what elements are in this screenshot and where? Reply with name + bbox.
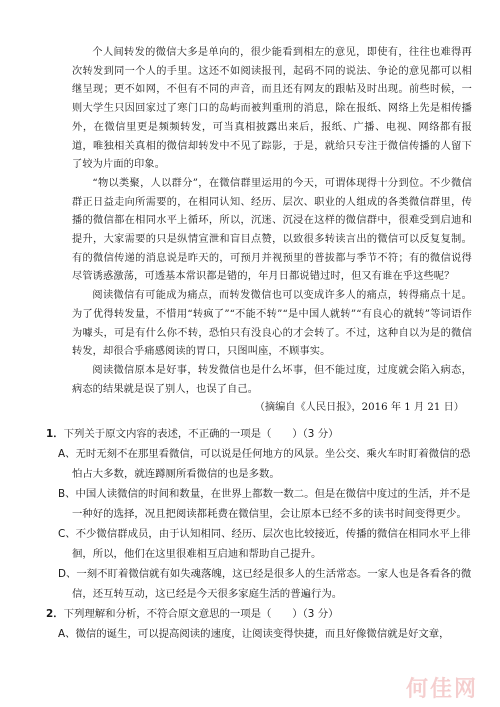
question-stem: 下列关于原文内容的表述，不正确的一项是（ ）（3 分）: [63, 428, 339, 441]
question-1-option-b: B、中国人读微信的时间和数量，在世界上都数一数二。但是在微信中度过的生活，并不是一种好的选择，况且把阅读都耗费在微信里，会让原本已经不多的读书时间变得更少。: [58, 488, 471, 521]
question-2: [46, 604, 472, 624]
question-1-option-a: A、无时无刻不在那里看微信，可以说是任何地方的风景。坐公交、乘火车时盯着微信的恐怕占大多数，就连蹲厕所看微信的也是多数。: [58, 448, 471, 481]
passage-source: （摘编自《人民日报》，2016 年 1 月 21 日）: [254, 402, 464, 414]
passage-paragraph-3: 阅读微信有可能成为痛点，而转发微信也可以变成许多人的痛点，转得痛点十足。为了优得转发量，不惜用“转疯了”“不能不转”“是中国人就转”“有良心的就转”等词语作为噱头，可是有什么你不转，恐怕只有没良心的才会转了。不过，这种自以为是的微信转发，却很合乎痛感阅读的胃口，只图叫座，不顾事实。: [72, 290, 472, 358]
question-1-option-c: C、不少微信群成员，由于认知相同、经历、层次也比较接近，传播的微信在相同水平上徘徊，所以，他们在这里很难相互启迪和帮助自己提升。: [58, 528, 471, 561]
question-1: [46, 424, 472, 444]
question-number: 1．: [46, 428, 64, 441]
question-1-option-d: D、一刻不盯着微信就有如失魂落魄，这已经是很多人的生活常态。一家人也是各看各的微信，还互转互动，这已经是今天很多家庭生活的普遍行为。: [58, 568, 472, 601]
question-stem: 下列理解和分析，不符合原文意思的一项是（ ）（3 分）: [63, 608, 339, 621]
passage-paragraph-4: 阅读微信原本是好事，转发微信也是什么坏事，但不能过度，过度就会陷入病态，病态的结果就是误了别人，也误了自己。: [72, 364, 472, 395]
question-number: 2．: [46, 608, 64, 621]
watermark-logo: 何佳网: [405, 677, 478, 702]
passage-paragraph-2: “物以类聚，人以群分”，在微信群里运用的今天，可谓体现得十分到位。不少微信群正日益走向所需要的，在相同认知、经历、层次、职业的人组成的各类微信群里，传播的微信都在相同水平上循环，所以，沉迷、沉浸在这样的微信群中，很难受到启迪和提升，大家需要的只是纵情宣泄和盲目点赞，以致很多转读言出的微信可以反复复制。有的微信传递的消息说是昨天的，可预月并视预里的普拔都与季节不符；有的微信说得尽管诱惑激荡，可透基本常识都是错的，年月日都说错过时，但又有谁在乎这些呢？: [72, 177, 472, 283]
question-2-option-a: A、微信的诞生，可以提高阅读的速度，让阅读变得快捷，而且好像微信就是好文章，: [58, 628, 450, 641]
passage-paragraph-1: 个人间转发的微信大多是单向的，很少能看到相左的意见，即使有，往往也难得再次转发到同一个人的手里。这还不如阅读报刊，起码不同的说法、争论的意见都可以相继呈现；更不如网，不但有不同的声音，而且还有网友的跟帖及时出现。前些时候，一则大学生只因回家过了寒门口的岛屿而被判重刑的消息，除在报纸、网络上先是相传播外，在微信里更是频频转发，可当真相披露出来后，报纸、广播、电视、网络都有报道，唯独相关真相的微信却转发中不见了踪影，于是，就给只专注于微信传播的人留下了较为片面的印象。: [72, 47, 472, 171]
